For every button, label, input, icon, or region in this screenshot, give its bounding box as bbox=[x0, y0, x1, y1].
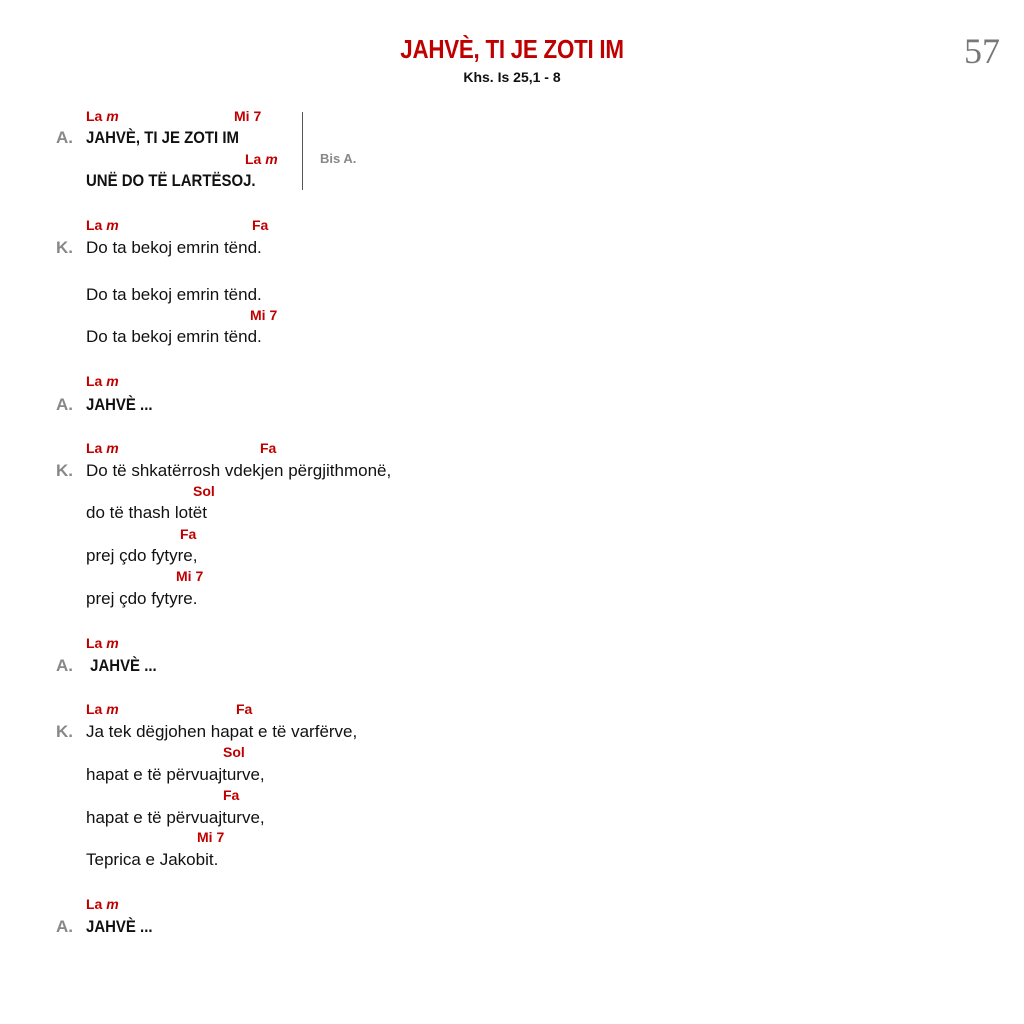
chord-la-m: La m bbox=[245, 151, 278, 167]
chord-fa: Fa bbox=[236, 701, 253, 717]
section-label-antiphon: A. bbox=[56, 917, 73, 936]
section-label-antiphon: A. bbox=[56, 395, 73, 414]
lyric-line: do të thash lotët bbox=[86, 503, 207, 522]
song-reference: Khs. Is 25,1 - 8 bbox=[463, 69, 561, 85]
chord-la-m: La m bbox=[86, 701, 119, 717]
lyric-line: JAHVÈ ... bbox=[86, 656, 157, 675]
section-label-verse: K. bbox=[56, 461, 73, 480]
lyric-line: JAHVÈ, TI JE ZOTI IM bbox=[86, 128, 239, 147]
chord-sol: Sol bbox=[193, 483, 215, 499]
bis-bracket-line bbox=[302, 112, 303, 190]
lyric-line: UNË DO TË LARTËSOJ. bbox=[86, 171, 256, 190]
page-number: 57 bbox=[964, 31, 1000, 71]
chord-mi7: Mi 7 bbox=[234, 108, 262, 124]
lyric-line: Teprica e Jakobit. bbox=[86, 850, 219, 869]
lyric-line: prej çdo fytyre, bbox=[86, 546, 198, 565]
chord-fa: Fa bbox=[252, 217, 269, 233]
lyric-line: Do ta bekoj emrin tënd. bbox=[86, 238, 262, 257]
chord-mi7: Mi 7 bbox=[176, 568, 204, 584]
lyric-line: Do ta bekoj emrin tënd. bbox=[86, 285, 262, 304]
chord-la-m: La m bbox=[86, 896, 119, 912]
section-label-verse: K. bbox=[56, 238, 73, 257]
lyric-line: hapat e të përvuajturve, bbox=[86, 808, 265, 827]
section-label-antiphon: A. bbox=[56, 656, 73, 675]
lyric-line: hapat e të përvuajturve, bbox=[86, 765, 265, 784]
chord-fa: Fa bbox=[180, 526, 197, 542]
lyric-line: Do të shkatërrosh vdekjen përgjithmonë, bbox=[86, 461, 392, 480]
chord-fa: Fa bbox=[260, 440, 277, 456]
chord-la-m: La m bbox=[86, 440, 119, 456]
chord-la-m: La m bbox=[86, 635, 119, 651]
chord-sol: Sol bbox=[223, 744, 245, 760]
chord-la-m: La m bbox=[86, 217, 119, 233]
section-label-verse: K. bbox=[56, 722, 73, 741]
chord-mi7: Mi 7 bbox=[250, 307, 278, 323]
lyric-line: prej çdo fytyre. bbox=[86, 589, 198, 608]
chord-la-m: La m bbox=[86, 108, 119, 124]
song-title: JAHVÈ, TI JE ZOTI IM bbox=[400, 34, 624, 64]
lyric-line: JAHVÈ ... bbox=[86, 395, 153, 414]
lyric-line: JAHVÈ ... bbox=[86, 917, 153, 936]
lyric-line: Ja tek dëgjohen hapat e të varfërve, bbox=[86, 722, 358, 741]
bis-label: Bis A. bbox=[320, 151, 357, 166]
section-label-antiphon: A. bbox=[56, 128, 73, 147]
chord-mi7: Mi 7 bbox=[197, 829, 225, 845]
lyric-line: Do ta bekoj emrin tënd. bbox=[86, 327, 262, 346]
chord-fa: Fa bbox=[223, 787, 240, 803]
chord-la-m: La m bbox=[86, 373, 119, 389]
